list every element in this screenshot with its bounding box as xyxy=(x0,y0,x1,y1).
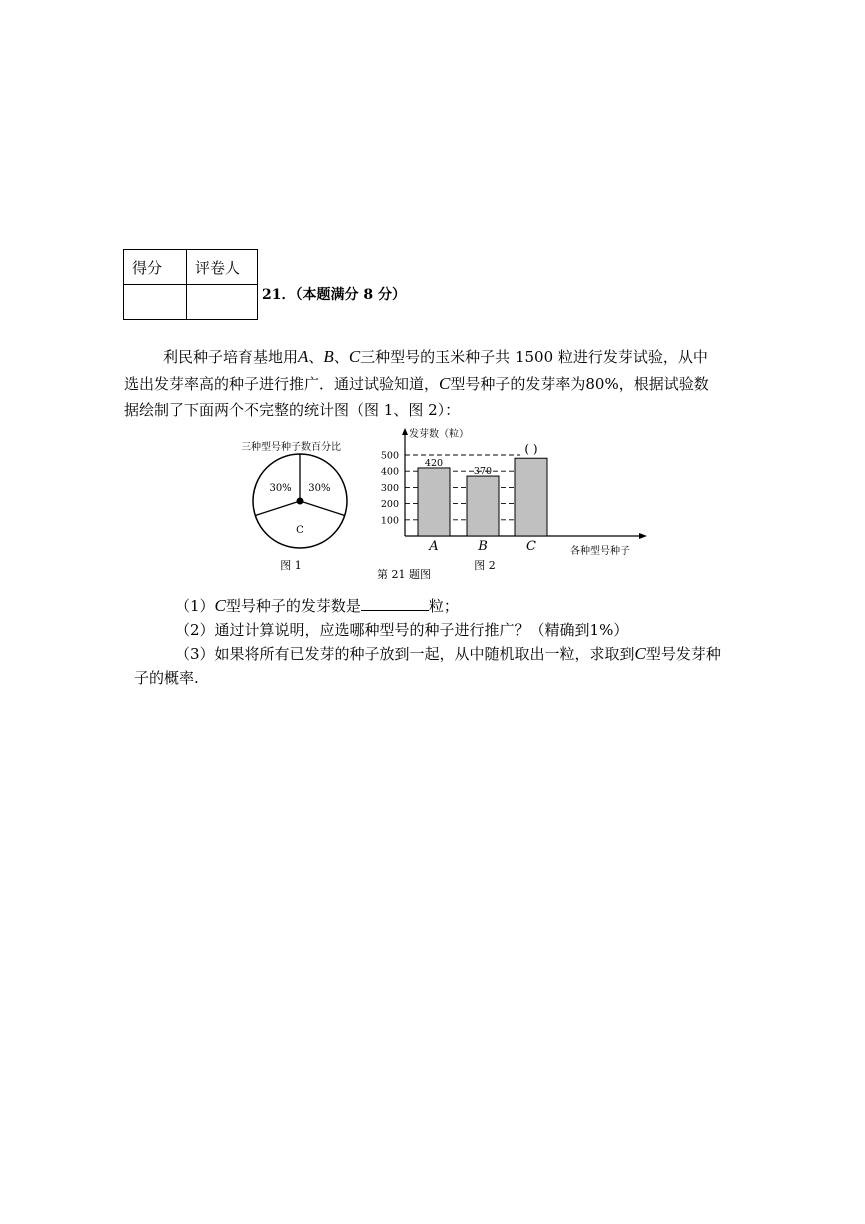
part-text: 型号种子的发芽数是 xyxy=(225,597,361,615)
intro-text: 型号种子的发芽率为80%，根据试验数 xyxy=(450,375,709,393)
pie-label: C xyxy=(296,525,304,536)
x-tick-label: C xyxy=(526,539,536,554)
pie-center xyxy=(297,498,304,505)
question-title: 21．（本题满分 8 分） xyxy=(262,287,406,303)
bar-chart xyxy=(381,427,647,572)
sub-question-1 xyxy=(175,594,459,618)
bar-c xyxy=(515,458,547,536)
pie-label: 30% xyxy=(269,482,292,494)
var-a: A xyxy=(298,347,309,366)
figure-caption: 第 21 题图 xyxy=(377,568,431,581)
grader-header: 评卷人 xyxy=(187,250,258,285)
x-tick-label: B xyxy=(478,539,488,554)
intro-line-2 xyxy=(124,370,709,398)
bar-data-label: ( ) xyxy=(524,442,538,456)
var-c: C xyxy=(439,374,451,393)
sub-question-3 xyxy=(175,642,721,666)
y-axis-arrow xyxy=(402,428,408,435)
y-tick-label: 100 xyxy=(380,515,399,527)
var-c: C xyxy=(634,644,646,663)
answer-blank[interactable] xyxy=(361,596,429,611)
separator: 、 xyxy=(333,348,349,366)
x-axis-arrow xyxy=(639,533,647,539)
bar-a xyxy=(418,468,450,536)
x-axis-label: 各种型号种子 xyxy=(570,546,630,557)
grader-cell[interactable] xyxy=(187,285,258,320)
y-tick-label: 200 xyxy=(380,499,399,511)
var-b: B xyxy=(323,347,334,366)
sub-question-2: （2）通过计算说明，应选哪种型号的种子进行推广？（精确到1%） xyxy=(175,621,629,639)
part-text: （3）如果将所有已发芽的种子放到一起，从中随机取出一粒，求取到 xyxy=(175,645,635,663)
pie-chart xyxy=(241,440,347,572)
bar-b xyxy=(467,476,499,536)
part-text: 粒； xyxy=(428,597,459,615)
part-text: 型号发芽种 xyxy=(645,645,721,663)
bar-data-label: 420 xyxy=(424,457,444,469)
score-cell[interactable] xyxy=(124,285,187,320)
intro-line-1 xyxy=(163,343,708,371)
var-c: C xyxy=(348,347,361,366)
intro-text: 三种型号的玉米种子共 1500 粒进行发芽试验，从中 xyxy=(360,348,708,366)
figure-area xyxy=(230,420,660,585)
pie-label: 30% xyxy=(308,482,331,494)
bar-caption: 图 2 xyxy=(474,559,496,572)
y-tick-label: 300 xyxy=(380,482,399,494)
part-number: （1） xyxy=(175,597,215,615)
pie-caption: 图 1 xyxy=(280,559,302,572)
y-axis-label: 发芽数（粒） xyxy=(409,429,469,440)
pie-title: 三种型号种子数百分比 xyxy=(241,442,341,453)
score-header: 得分 xyxy=(124,250,187,285)
y-tick-label: 400 xyxy=(380,466,399,478)
intro-line-3: 据绘制了下面两个不完整的统计图（图 1、图 2）： xyxy=(124,401,461,419)
intro-text: 利民种子培育基地用 xyxy=(163,348,299,366)
intro-text: 选出发芽率高的种子进行推广．通过试验知道， xyxy=(124,375,440,393)
bar-data-label: 370 xyxy=(473,466,493,478)
sub-question-3-cont: 子的概率. xyxy=(134,669,199,687)
separator: 、 xyxy=(308,348,324,366)
score-table xyxy=(123,249,258,320)
y-tick-label: 500 xyxy=(380,450,399,462)
x-tick-label: A xyxy=(429,539,439,554)
var-c: C xyxy=(214,596,226,615)
